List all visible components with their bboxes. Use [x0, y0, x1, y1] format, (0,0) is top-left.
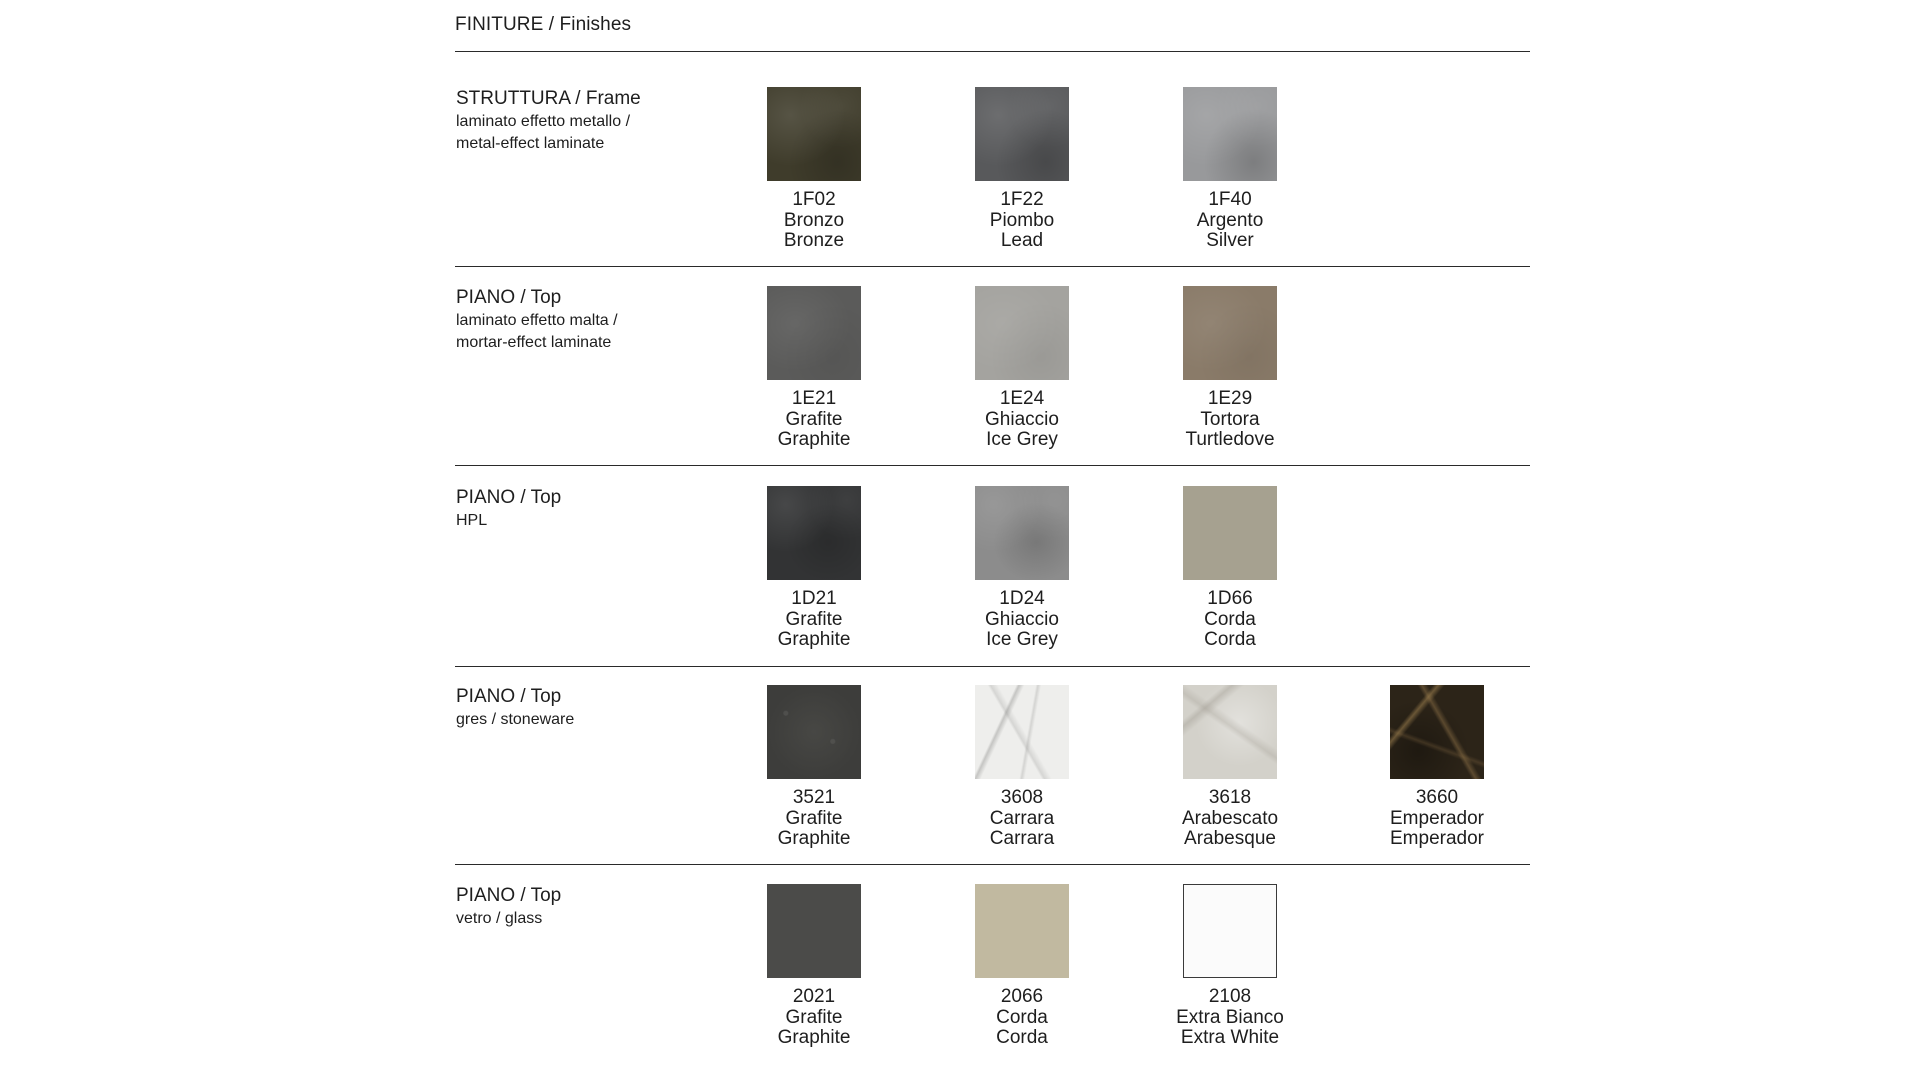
- finish-name-it: Argento: [1196, 209, 1264, 231]
- finish-swatch: [1183, 884, 1277, 978]
- finish-caption: [734, 190, 894, 252]
- section-divider: [455, 266, 1530, 267]
- finish-code: 1D21: [791, 588, 837, 609]
- section-material: gres / stoneware: [456, 711, 575, 728]
- section-label: PIANO / Top: [456, 686, 562, 707]
- finish-name-it: Arabescato: [1181, 807, 1279, 829]
- finish-option: [734, 884, 894, 1049]
- finish-swatch: [975, 685, 1069, 779]
- finish-caption: [1150, 589, 1310, 651]
- finish-option: [942, 87, 1102, 252]
- finish-caption: [1150, 987, 1310, 1049]
- finish-code: 1F02: [792, 189, 836, 210]
- finish-option: [942, 486, 1102, 651]
- finish-option: [1150, 685, 1310, 850]
- section-label: STRUTTURA / Frame: [456, 88, 641, 109]
- section-label: PIANO / Top: [456, 885, 562, 906]
- finish-option: [734, 486, 894, 651]
- page-title: FINITURE / Finishes: [455, 14, 632, 35]
- finish-name-it: Carrara: [989, 807, 1055, 829]
- finish-option: [734, 87, 894, 252]
- title-divider: [455, 51, 1530, 52]
- section-divider: [455, 666, 1530, 667]
- finish-name-it: Piombo: [989, 209, 1055, 231]
- finish-swatch: [1390, 685, 1484, 779]
- finish-caption: [1150, 190, 1310, 252]
- finish-name-en: Carrara: [989, 828, 1055, 849]
- finish-code: 1E21: [791, 388, 837, 409]
- section-heading: [456, 884, 716, 930]
- finish-caption: [942, 190, 1102, 252]
- finish-swatch: [767, 884, 861, 978]
- section-heading: [456, 286, 716, 354]
- section-material: laminato effetto malta / mortar-effect laminate: [456, 312, 618, 351]
- finish-caption: [734, 788, 894, 850]
- finish-caption: [734, 987, 894, 1049]
- finish-name-it: Extra Bianco: [1176, 1006, 1284, 1028]
- finish-caption: [1150, 788, 1310, 850]
- finish-name-it: Grafite: [785, 1006, 843, 1028]
- section-label: PIANO / Top: [456, 487, 562, 508]
- finish-name-it: Corda: [996, 1006, 1048, 1028]
- finish-option: [942, 286, 1102, 451]
- finish-option: [1357, 685, 1517, 850]
- finish-caption: [942, 589, 1102, 651]
- finish-option: [1150, 87, 1310, 252]
- finish-code: 1E24: [999, 388, 1045, 409]
- finish-name-it: Bronzo: [783, 209, 845, 231]
- finish-code: 2021: [792, 986, 836, 1007]
- finish-option: [1150, 486, 1310, 651]
- finishes-sheet: [455, 0, 1530, 1080]
- finish-caption: [1357, 788, 1517, 850]
- finish-option: [734, 685, 894, 850]
- finish-name-en: Bronze: [783, 230, 845, 251]
- section-material: laminato effetto metallo / metal-effect laminate: [456, 113, 631, 152]
- finish-name-en: Graphite: [777, 828, 851, 849]
- section-material: HPL: [456, 512, 488, 529]
- finish-swatch: [767, 685, 861, 779]
- section-heading: [456, 87, 716, 155]
- finish-code: 1D66: [1207, 588, 1253, 609]
- finish-code: 1F40: [1208, 189, 1252, 210]
- finish-name-en: Ice Grey: [986, 629, 1058, 650]
- finish-name-en: Corda: [1204, 629, 1256, 650]
- finish-swatch: [1183, 486, 1277, 580]
- finish-name-it: Grafite: [785, 807, 843, 829]
- finish-name-en: Graphite: [777, 429, 851, 450]
- finish-code: 2108: [1208, 986, 1252, 1007]
- finish-swatch: [975, 884, 1069, 978]
- section-divider: [455, 465, 1530, 466]
- finish-name-en: Emperador: [1390, 828, 1484, 849]
- finish-name-en: Lead: [1000, 230, 1044, 251]
- finish-swatch: [975, 87, 1069, 181]
- finish-name-en: Arabesque: [1184, 828, 1276, 849]
- finish-code: 1D24: [999, 588, 1045, 609]
- finish-name-it: Grafite: [785, 608, 843, 630]
- finish-swatch: [1183, 286, 1277, 380]
- finish-caption: [942, 788, 1102, 850]
- finish-caption: [942, 987, 1102, 1049]
- finish-swatch: [767, 286, 861, 380]
- finish-name-it: Grafite: [785, 408, 843, 430]
- finish-name-it: Ghiaccio: [985, 408, 1059, 430]
- finish-name-it: Ghiaccio: [985, 608, 1059, 630]
- section-label: PIANO / Top: [456, 287, 562, 308]
- finish-name-en: Graphite: [777, 629, 851, 650]
- finish-name-en: Silver: [1206, 230, 1254, 251]
- finish-name-en: Ice Grey: [986, 429, 1058, 450]
- finish-caption: [734, 589, 894, 651]
- section-divider: [455, 864, 1530, 865]
- finish-option: [1150, 286, 1310, 451]
- finish-name-it: Tortora: [1200, 408, 1260, 430]
- finish-swatch: [975, 286, 1069, 380]
- finish-swatch: [975, 486, 1069, 580]
- finish-code: 1F22: [1000, 189, 1044, 210]
- finish-name-en: Corda: [996, 1027, 1048, 1048]
- finish-option: [734, 286, 894, 451]
- finish-name-en: Graphite: [777, 1027, 851, 1048]
- finish-caption: [942, 389, 1102, 451]
- section-heading: [456, 685, 716, 731]
- finish-swatch: [1183, 87, 1277, 181]
- section-heading: [456, 486, 716, 532]
- finish-swatch: [767, 486, 861, 580]
- finish-name-en: Turtledove: [1185, 429, 1275, 450]
- finish-code: 3618: [1208, 787, 1252, 808]
- finish-name-en: Extra White: [1180, 1027, 1280, 1048]
- finish-code: 3660: [1415, 787, 1459, 808]
- finish-code: 2066: [1000, 986, 1044, 1007]
- finish-option: [942, 884, 1102, 1049]
- finish-name-it: Corda: [1204, 608, 1256, 630]
- finish-name-it: Emperador: [1390, 807, 1484, 829]
- finish-caption: [734, 389, 894, 451]
- finish-code: 3608: [1000, 787, 1044, 808]
- section-material: vetro / glass: [456, 910, 543, 927]
- finish-option: [1150, 884, 1310, 1049]
- finish-option: [942, 685, 1102, 850]
- finish-code: 1E29: [1207, 388, 1253, 409]
- finish-caption: [1150, 389, 1310, 451]
- finish-swatch: [1183, 685, 1277, 779]
- finish-code: 3521: [792, 787, 836, 808]
- finish-swatch: [767, 87, 861, 181]
